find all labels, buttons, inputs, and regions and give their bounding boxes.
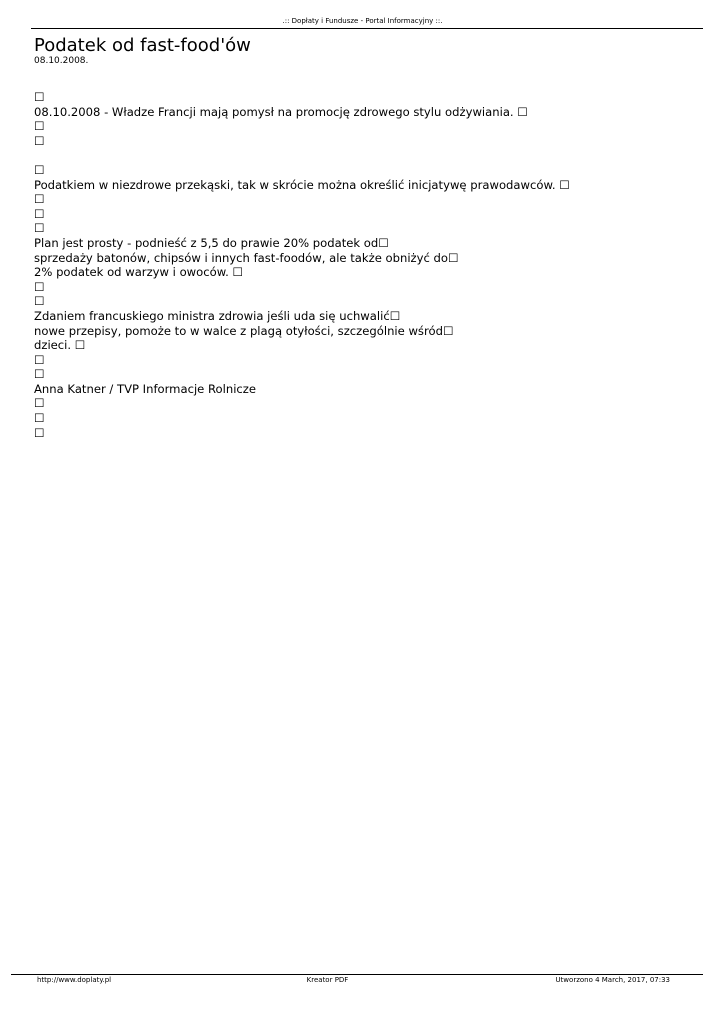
body-line: 2% podatek od warzyw i owoców. ☐ xyxy=(34,265,243,280)
body-line: Zdaniem francuskiego ministra zdrowia jeśli uda się uchwalić☐ xyxy=(34,308,401,323)
header-divider xyxy=(31,28,703,29)
body-line: ☐ xyxy=(34,192,45,207)
body-line: ☐ xyxy=(34,90,45,104)
page-header-site-title: .:: Dopłaty i Fundusze - Portal Informacyjny ::. xyxy=(282,17,443,25)
body-line: ☐ xyxy=(34,279,45,294)
body-line: dzieci. ☐ xyxy=(34,338,86,353)
body-line: ☐ xyxy=(34,162,45,177)
body-line: ☐ xyxy=(34,396,45,411)
body-line: Plan jest prosty - podnieść z 5,5 do prawie 20% podatek od☐ xyxy=(34,235,389,250)
article-author: Anna Katner / TVP Informacje Rolnicze xyxy=(34,381,257,396)
body-line: nowe przepisy, pomoże to w walce z plagą otyłości, szczególnie wśród☐ xyxy=(34,323,454,338)
article-body xyxy=(34,90,694,440)
body-line: ☐ xyxy=(34,411,45,426)
footer-created-timestamp: Utworzono 4 March, 2017, 07:33 xyxy=(555,976,670,984)
body-line: sprzedaży batonów, chipsów i innych fast-foodów, ale także obniżyć do☐ xyxy=(34,250,459,265)
footer-generator: Kreator PDF xyxy=(306,976,349,984)
footer-url: http://www.doplaty.pl xyxy=(37,976,112,984)
body-line: ☐ xyxy=(34,425,45,440)
footer-divider xyxy=(11,974,703,975)
body-line: ☐ xyxy=(34,133,45,148)
body-line: ☐ xyxy=(34,119,45,134)
body-line: Podatkiem w niezdrowe przekąski, tak w skrócie można określić inicjatywę prawodawców. ☐ xyxy=(34,177,570,192)
article-title: Podatek od fast-food'ów xyxy=(34,35,251,56)
body-line: 08.10.2008 - Władze Francji mają pomysł na promocję zdrowego stylu odżywiania. ☐ xyxy=(34,104,528,119)
body-line: ☐ xyxy=(34,367,45,382)
body-line: ☐ xyxy=(34,352,45,367)
body-line: ☐ xyxy=(34,294,45,309)
body-line: ☐ xyxy=(34,206,45,221)
body-line: ☐ xyxy=(34,221,45,236)
article-date: 08.10.2008. xyxy=(34,56,89,66)
body-line xyxy=(34,148,694,163)
